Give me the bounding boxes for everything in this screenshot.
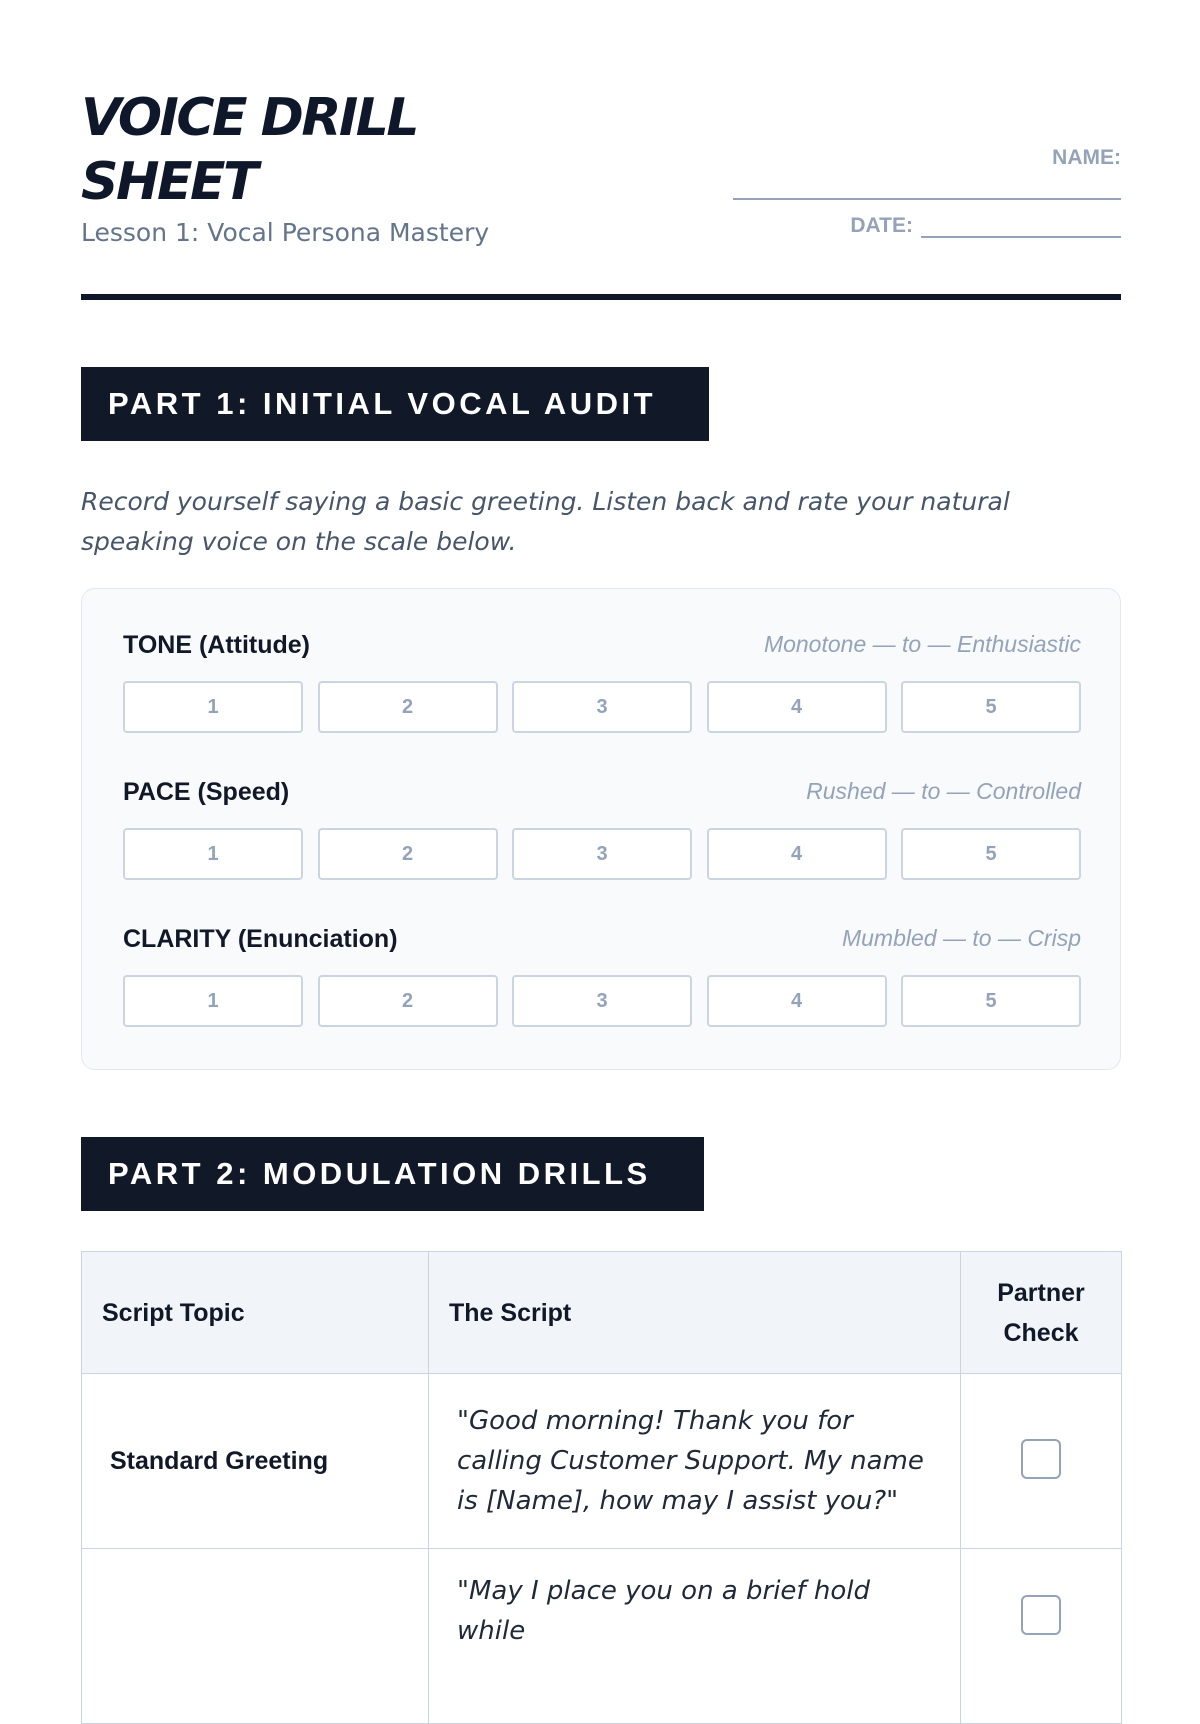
script-topic xyxy=(82,1549,429,1724)
partner-check-checkbox[interactable] xyxy=(1021,1595,1061,1635)
rating-scale xyxy=(123,828,1081,880)
header-divider xyxy=(81,294,1121,300)
column-header-partner-check xyxy=(961,1252,1122,1374)
rating-range: Rushed — to — Controlled xyxy=(806,778,1081,804)
scale-option-3[interactable]: 3 xyxy=(512,681,692,733)
scale-option-1[interactable]: 1 xyxy=(123,681,303,733)
scale-option-2[interactable]: 2 xyxy=(318,828,498,880)
rating-scale xyxy=(123,681,1081,733)
rating-label: PACE (Speed) xyxy=(123,778,290,806)
rating-range: Monotone — to — Enthusiastic xyxy=(763,631,1081,657)
table-header-row xyxy=(82,1252,1122,1374)
scale-option-5[interactable]: 5 xyxy=(901,975,1081,1027)
column-header-topic: Script Topic xyxy=(82,1252,429,1374)
rating-scale xyxy=(123,975,1081,1027)
name-label: NAME: xyxy=(1052,146,1121,169)
table-row xyxy=(82,1549,1122,1724)
scale-option-4[interactable]: 4 xyxy=(707,975,887,1027)
scale-option-4[interactable]: 4 xyxy=(707,828,887,880)
part-2-heading: PART 2: MODULATION DRILLS xyxy=(81,1137,704,1211)
name-field[interactable] xyxy=(733,186,1121,200)
partner-check-checkbox[interactable] xyxy=(1021,1439,1061,1479)
drills-table xyxy=(81,1251,1122,1724)
scale-option-1[interactable]: 1 xyxy=(123,828,303,880)
rating-label: CLARITY (Enunciation) xyxy=(123,925,398,953)
script-text: "May I place you on a brief hold while xyxy=(429,1549,961,1724)
scale-option-2[interactable]: 2 xyxy=(318,681,498,733)
student-info xyxy=(733,146,1121,238)
worksheet-header xyxy=(81,0,1121,300)
date-label: DATE: xyxy=(850,214,913,237)
column-header-label: Partner Check xyxy=(997,1278,1085,1347)
page-title: VOICE DRILL SHEET xyxy=(81,88,417,212)
scale-option-3[interactable]: 3 xyxy=(512,828,692,880)
part-1-heading: PART 1: INITIAL VOCAL AUDIT xyxy=(81,367,709,441)
part-1-instructions: Record yourself saying a basic greeting. Listen back and rate your natural speaking voice on the scale below. xyxy=(81,487,1010,556)
script-text: "Good morning! Thank you for calling Customer Support. My name is [Name], how may I assist you?" xyxy=(429,1374,961,1549)
lesson-subtitle: Lesson 1: Vocal Persona Mastery xyxy=(81,218,490,247)
scale-option-3[interactable]: 3 xyxy=(512,975,692,1027)
rating-range: Mumbled — to — Crisp xyxy=(841,925,1081,951)
rating-label: TONE (Attitude) xyxy=(123,631,311,659)
partner-check-cell xyxy=(961,1549,1122,1724)
rating-tone xyxy=(123,629,1081,718)
scale-option-2[interactable]: 2 xyxy=(318,975,498,1027)
date-field[interactable] xyxy=(921,218,1121,238)
column-header-script: The Script xyxy=(429,1252,961,1374)
scale-option-5[interactable]: 5 xyxy=(901,828,1081,880)
worksheet-page xyxy=(81,0,1121,1646)
table-row xyxy=(82,1374,1122,1549)
date-row xyxy=(733,214,1121,238)
scale-option-1[interactable]: 1 xyxy=(123,975,303,1027)
scale-option-5[interactable]: 5 xyxy=(901,681,1081,733)
vocal-audit-panel xyxy=(81,588,1121,1070)
scale-option-4[interactable]: 4 xyxy=(707,681,887,733)
script-topic: Standard Greeting xyxy=(82,1374,429,1549)
rating-pace xyxy=(123,776,1081,865)
rating-clarity xyxy=(123,923,1081,1012)
partner-check-cell xyxy=(961,1374,1122,1549)
